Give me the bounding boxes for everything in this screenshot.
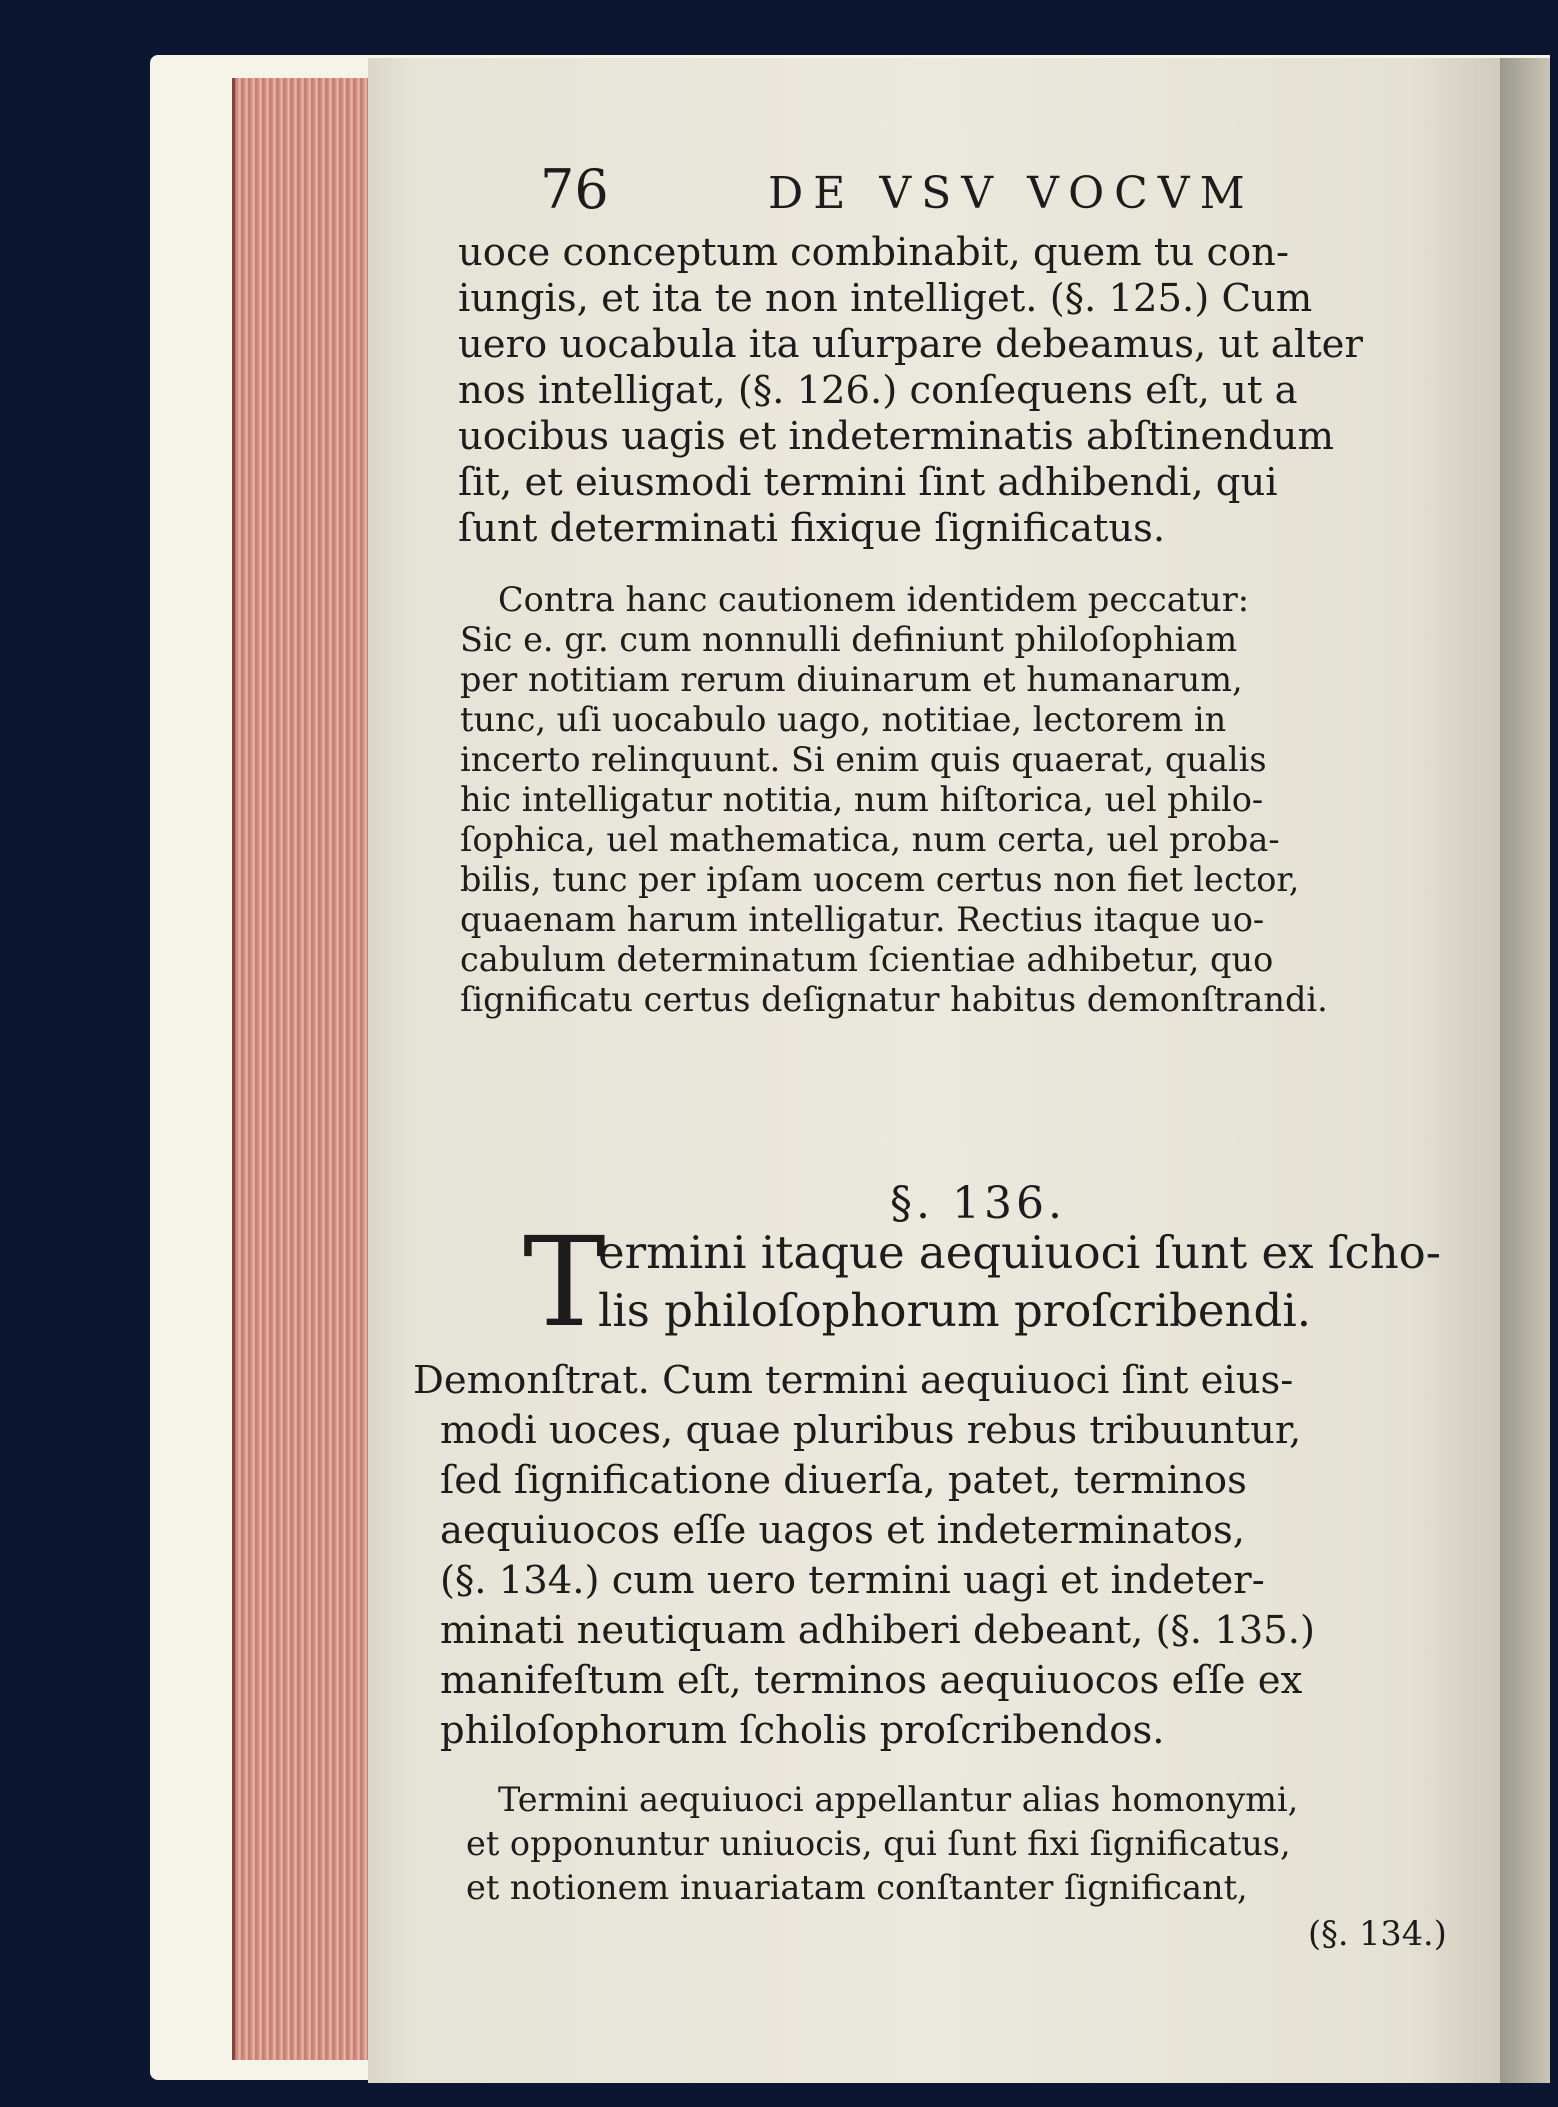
running-head: DE VSV VOCVM xyxy=(768,168,1255,219)
note-line: bilis, tunc per ipſam uocem certus non fiet lector, xyxy=(460,860,1300,899)
text-line: (§. 134.) cum uero termini uagi et indeter- xyxy=(440,1558,1265,1603)
text-line: nos intelligat, (§. 126.) conſequens eſt, ut a xyxy=(458,368,1298,413)
theorem-line: ermini itaque aequiuoci ſunt ex ſcho- xyxy=(598,1226,1441,1279)
text-line: ſed ſignificatione diuerſa, patet, terminos xyxy=(440,1458,1247,1503)
gutter-shadow xyxy=(1500,58,1550,2083)
note-line: et opponuntur uniuocis, qui ſunt fixi ſignificatus, xyxy=(466,1824,1291,1863)
text-line: modi uoces, quae pluribus rebus tribuuntur, xyxy=(440,1408,1302,1453)
book-page xyxy=(368,58,1500,2083)
note-line: ſignificatu certus deſignatur habitus demonſtrandi. xyxy=(460,980,1328,1019)
text-line: philoſophorum ſcholis proſcribendos. xyxy=(440,1708,1165,1753)
text-line: aequiuocos eſſe uagos et indeterminatos, xyxy=(440,1508,1245,1553)
page-edges xyxy=(232,78,373,2060)
text-line: iungis, et ita te non intelliget. (§. 125.) Cum xyxy=(458,276,1313,321)
note-line: cabulum determinatum ſcientiae adhibetur, quo xyxy=(460,940,1274,979)
text-line: uero uocabula ita uſurpare debeamus, ut alter xyxy=(458,322,1363,367)
section-number: §. 136. xyxy=(890,1178,1066,1229)
drop-cap: T xyxy=(523,1211,606,1355)
text-line: ſunt determinati fixique ſignificatus. xyxy=(458,506,1166,551)
text-line: manifeſtum eſt, terminos aequiuocos eſſe ex xyxy=(440,1658,1303,1703)
page-number: 76 xyxy=(540,158,609,221)
note-line: Sic e. gr. cum nonnulli definiunt philoſophiam xyxy=(460,620,1238,659)
text-line: ſit, et eiusmodi termini ſint adhibendi, qui xyxy=(458,460,1278,505)
note-line: Contra hanc cautionem identidem peccatur: xyxy=(498,580,1250,619)
theorem-line: lis philoſophorum proſcribendi. xyxy=(598,1284,1312,1337)
note-line: per notitiam rerum diuinarum et humanarum, xyxy=(460,660,1243,699)
text-line: uocibus uagis et indeterminatis abſtinendum xyxy=(458,414,1334,459)
note-line: (§. 134.) xyxy=(1308,1914,1447,1953)
note-line: tunc, uſi uocabulo uago, notitiae, lectorem in xyxy=(460,700,1227,739)
note-line: hic intelligatur notitia, num hiſtorica, uel philo- xyxy=(460,780,1264,819)
text-line: Demonſtrat. Cum termini aequiuoci ſint eius- xyxy=(413,1358,1294,1403)
text-line: minati neutiquam adhiberi debeant, (§. 135.) xyxy=(440,1608,1316,1653)
text-line: uoce conceptum combinabit, quem tu con- xyxy=(458,230,1289,275)
note-line: quaenam harum intelligatur. Rectius itaque uo- xyxy=(460,900,1265,939)
note-line: incerto relinquunt. Si enim quis quaerat, qualis xyxy=(460,740,1267,779)
note-line: et notionem inuariatam conſtanter ſignificant, xyxy=(466,1868,1248,1907)
note-line: Termini aequiuoci appellantur alias homonymi, xyxy=(498,1780,1299,1819)
note-line: ſophica, uel mathematica, num certa, uel proba- xyxy=(460,820,1280,859)
